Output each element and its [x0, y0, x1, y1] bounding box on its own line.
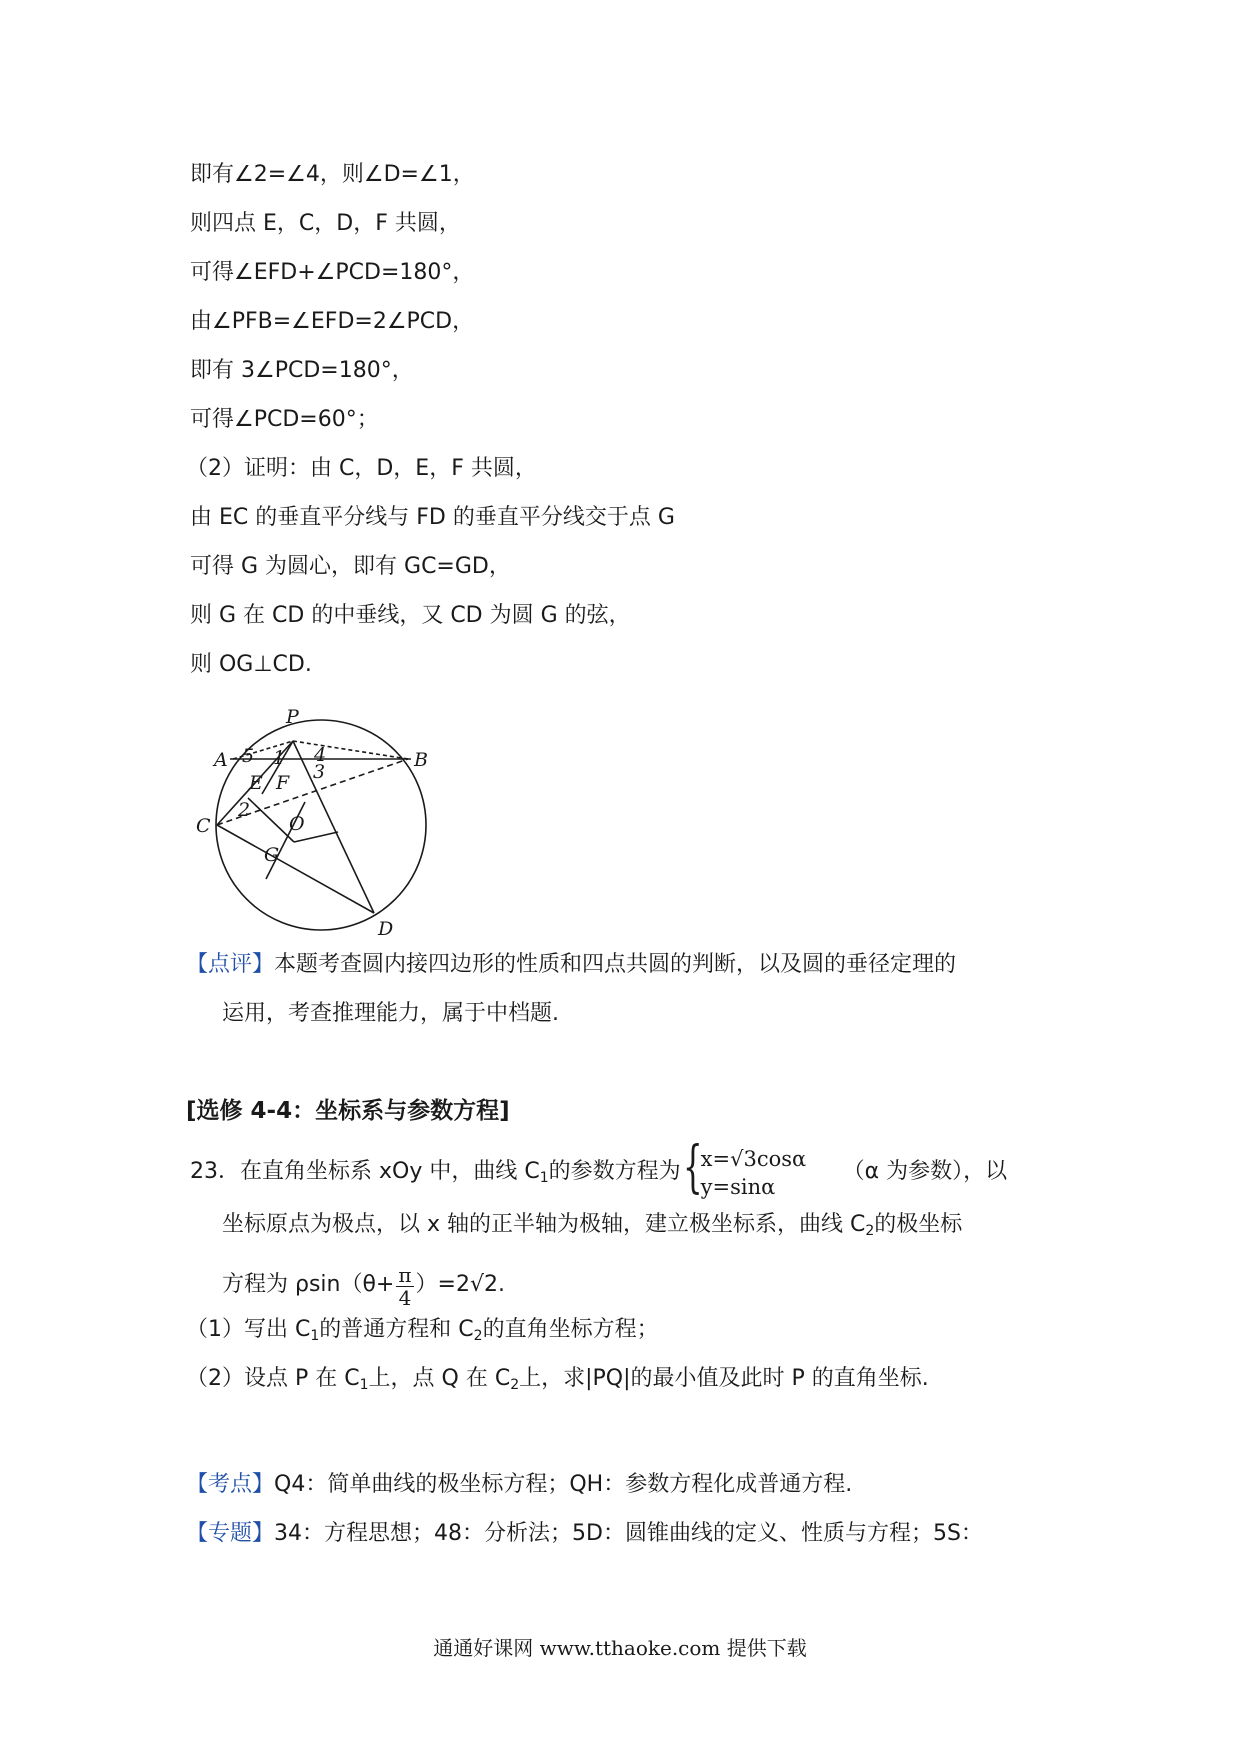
label-angle-2: 2 [238, 799, 251, 821]
label-o: O [289, 813, 305, 835]
zhuanti-line [186, 1519, 983, 1549]
zhuanti-text: 34：方程思想；48：分析法；5D：圆锥曲线的定义、性质与方程；5S： [274, 1521, 983, 1546]
label-d: D [378, 918, 394, 940]
line2-a: 坐标原点为极点，以 x 轴的正半轴为极轴，建立极坐标系，曲线 C [222, 1212, 866, 1237]
review-line-2: 运用，考查推理能力，属于中档题. [222, 1001, 559, 1026]
proof-line-10: 则 G 在 CD 的中垂线，又 CD 为圆 G 的弦， [190, 603, 631, 628]
q2-sub-1: 1 [359, 1377, 369, 1393]
label-angle-4: 4 [314, 744, 327, 766]
line2-b: 的极坐标 [874, 1212, 963, 1237]
q2-a: （2）设点 P 在 C [186, 1366, 360, 1391]
proof-line-2: 则四点 E，C，D，F 共圆， [190, 211, 461, 236]
review-tag: 【点评】 [186, 952, 275, 977]
equation-y: y=sinα [700, 1175, 776, 1199]
proof-line-6: 可得∠PCD=60°； [190, 407, 379, 432]
line3-b: ）=2√2. [415, 1272, 505, 1297]
segment-cd [217, 825, 374, 913]
label-angle-1: 1 [273, 747, 286, 769]
proof-line-1: 即有∠2=∠4，则∠D=∠1， [190, 162, 475, 187]
q2-c: 上，求|PQ|的最小值及此时 P 的直角坐标. [519, 1366, 929, 1391]
q1-c: 的直角坐标方程； [482, 1317, 659, 1342]
fraction-numerator: π [398, 1263, 412, 1287]
kaodian-tag: 【考点】 [186, 1472, 275, 1497]
proof-line-4: 由∠PFB=∠EFD=2∠PCD， [190, 309, 475, 334]
proof-line-11: 则 OG⊥CD. [190, 652, 312, 677]
problem-23-line-1 [190, 1135, 1008, 1200]
proof-line-5: 即有 3∠PCD=180°， [190, 358, 414, 383]
label-p: P [286, 706, 299, 728]
q2-b: 上，点 Q 在 C [368, 1366, 511, 1391]
proof-line-8: 由 EC 的垂直平分线与 FD 的垂直平分线交于点 G [190, 505, 675, 530]
problem-number: 23． [190, 1159, 240, 1184]
kaodian-line [186, 1470, 852, 1500]
q1-a: （1）写出 C [186, 1317, 311, 1342]
parametric-system: { x=√3cosα y=sinα [682, 1135, 807, 1200]
q2-sub-2: 2 [510, 1377, 520, 1393]
perp-bisector-ec [248, 798, 294, 842]
proof-line-7: （2）证明：由 C，D，E，F 共圆， [186, 456, 537, 481]
review-line-1 [186, 950, 956, 980]
q1-sub-1: 1 [310, 1328, 320, 1344]
kaodian-text: Q4：简单曲线的极坐标方程；QH：参数方程化成普通方程. [274, 1472, 853, 1497]
fraction-denominator: 4 [398, 1286, 412, 1310]
q1-b: 的普通方程和 C [319, 1317, 474, 1342]
label-angle-5: 5 [242, 745, 255, 767]
proof-line-9: 可得 G 为圆心，即有 GC=GD， [190, 554, 511, 579]
equation-x: x=√3cosα [700, 1147, 807, 1171]
problem-23-line-3 [222, 1264, 505, 1309]
circle-geometry-figure [186, 694, 426, 944]
fraction-pi-over-4 [396, 1264, 413, 1309]
section-title: [选修 4-4：坐标系与参数方程] [186, 1098, 510, 1124]
zhuanti-tag: 【专题】 [186, 1521, 275, 1546]
problem-intro-b: 的参数方程为 [548, 1159, 681, 1184]
question-1 [186, 1315, 659, 1351]
param-note: （α 为参数），以 [842, 1159, 1008, 1184]
footer-credit: 通通好课网 www.tthaoke.com 提供下载 [433, 1636, 807, 1660]
label-b: B [414, 749, 428, 771]
label-angle-3: 3 [313, 761, 326, 783]
segment-pb [293, 741, 408, 759]
question-2 [186, 1364, 929, 1400]
label-f: F [276, 772, 290, 794]
label-g: G [264, 844, 280, 866]
problem-23-line-2 [222, 1210, 962, 1246]
q1-sub-2: 2 [473, 1328, 483, 1344]
proof-line-3: 可得∠EFD+∠PCD=180°， [190, 260, 475, 285]
subscript-2: 2 [865, 1223, 875, 1239]
line3-a: 方程为 ρsin（θ+ [222, 1272, 395, 1297]
label-c: C [196, 815, 211, 837]
label-a: A [214, 749, 228, 771]
segment-pd [293, 741, 374, 913]
label-e: E [249, 772, 263, 794]
subscript-1: 1 [539, 1170, 549, 1186]
problem-intro-a: 在直角坐标系 xOy 中，曲线 C [240, 1159, 540, 1184]
review-text-1: 本题考查圆内接四边形的性质和四点共圆的判断，以及圆的垂径定理的 [274, 952, 957, 977]
